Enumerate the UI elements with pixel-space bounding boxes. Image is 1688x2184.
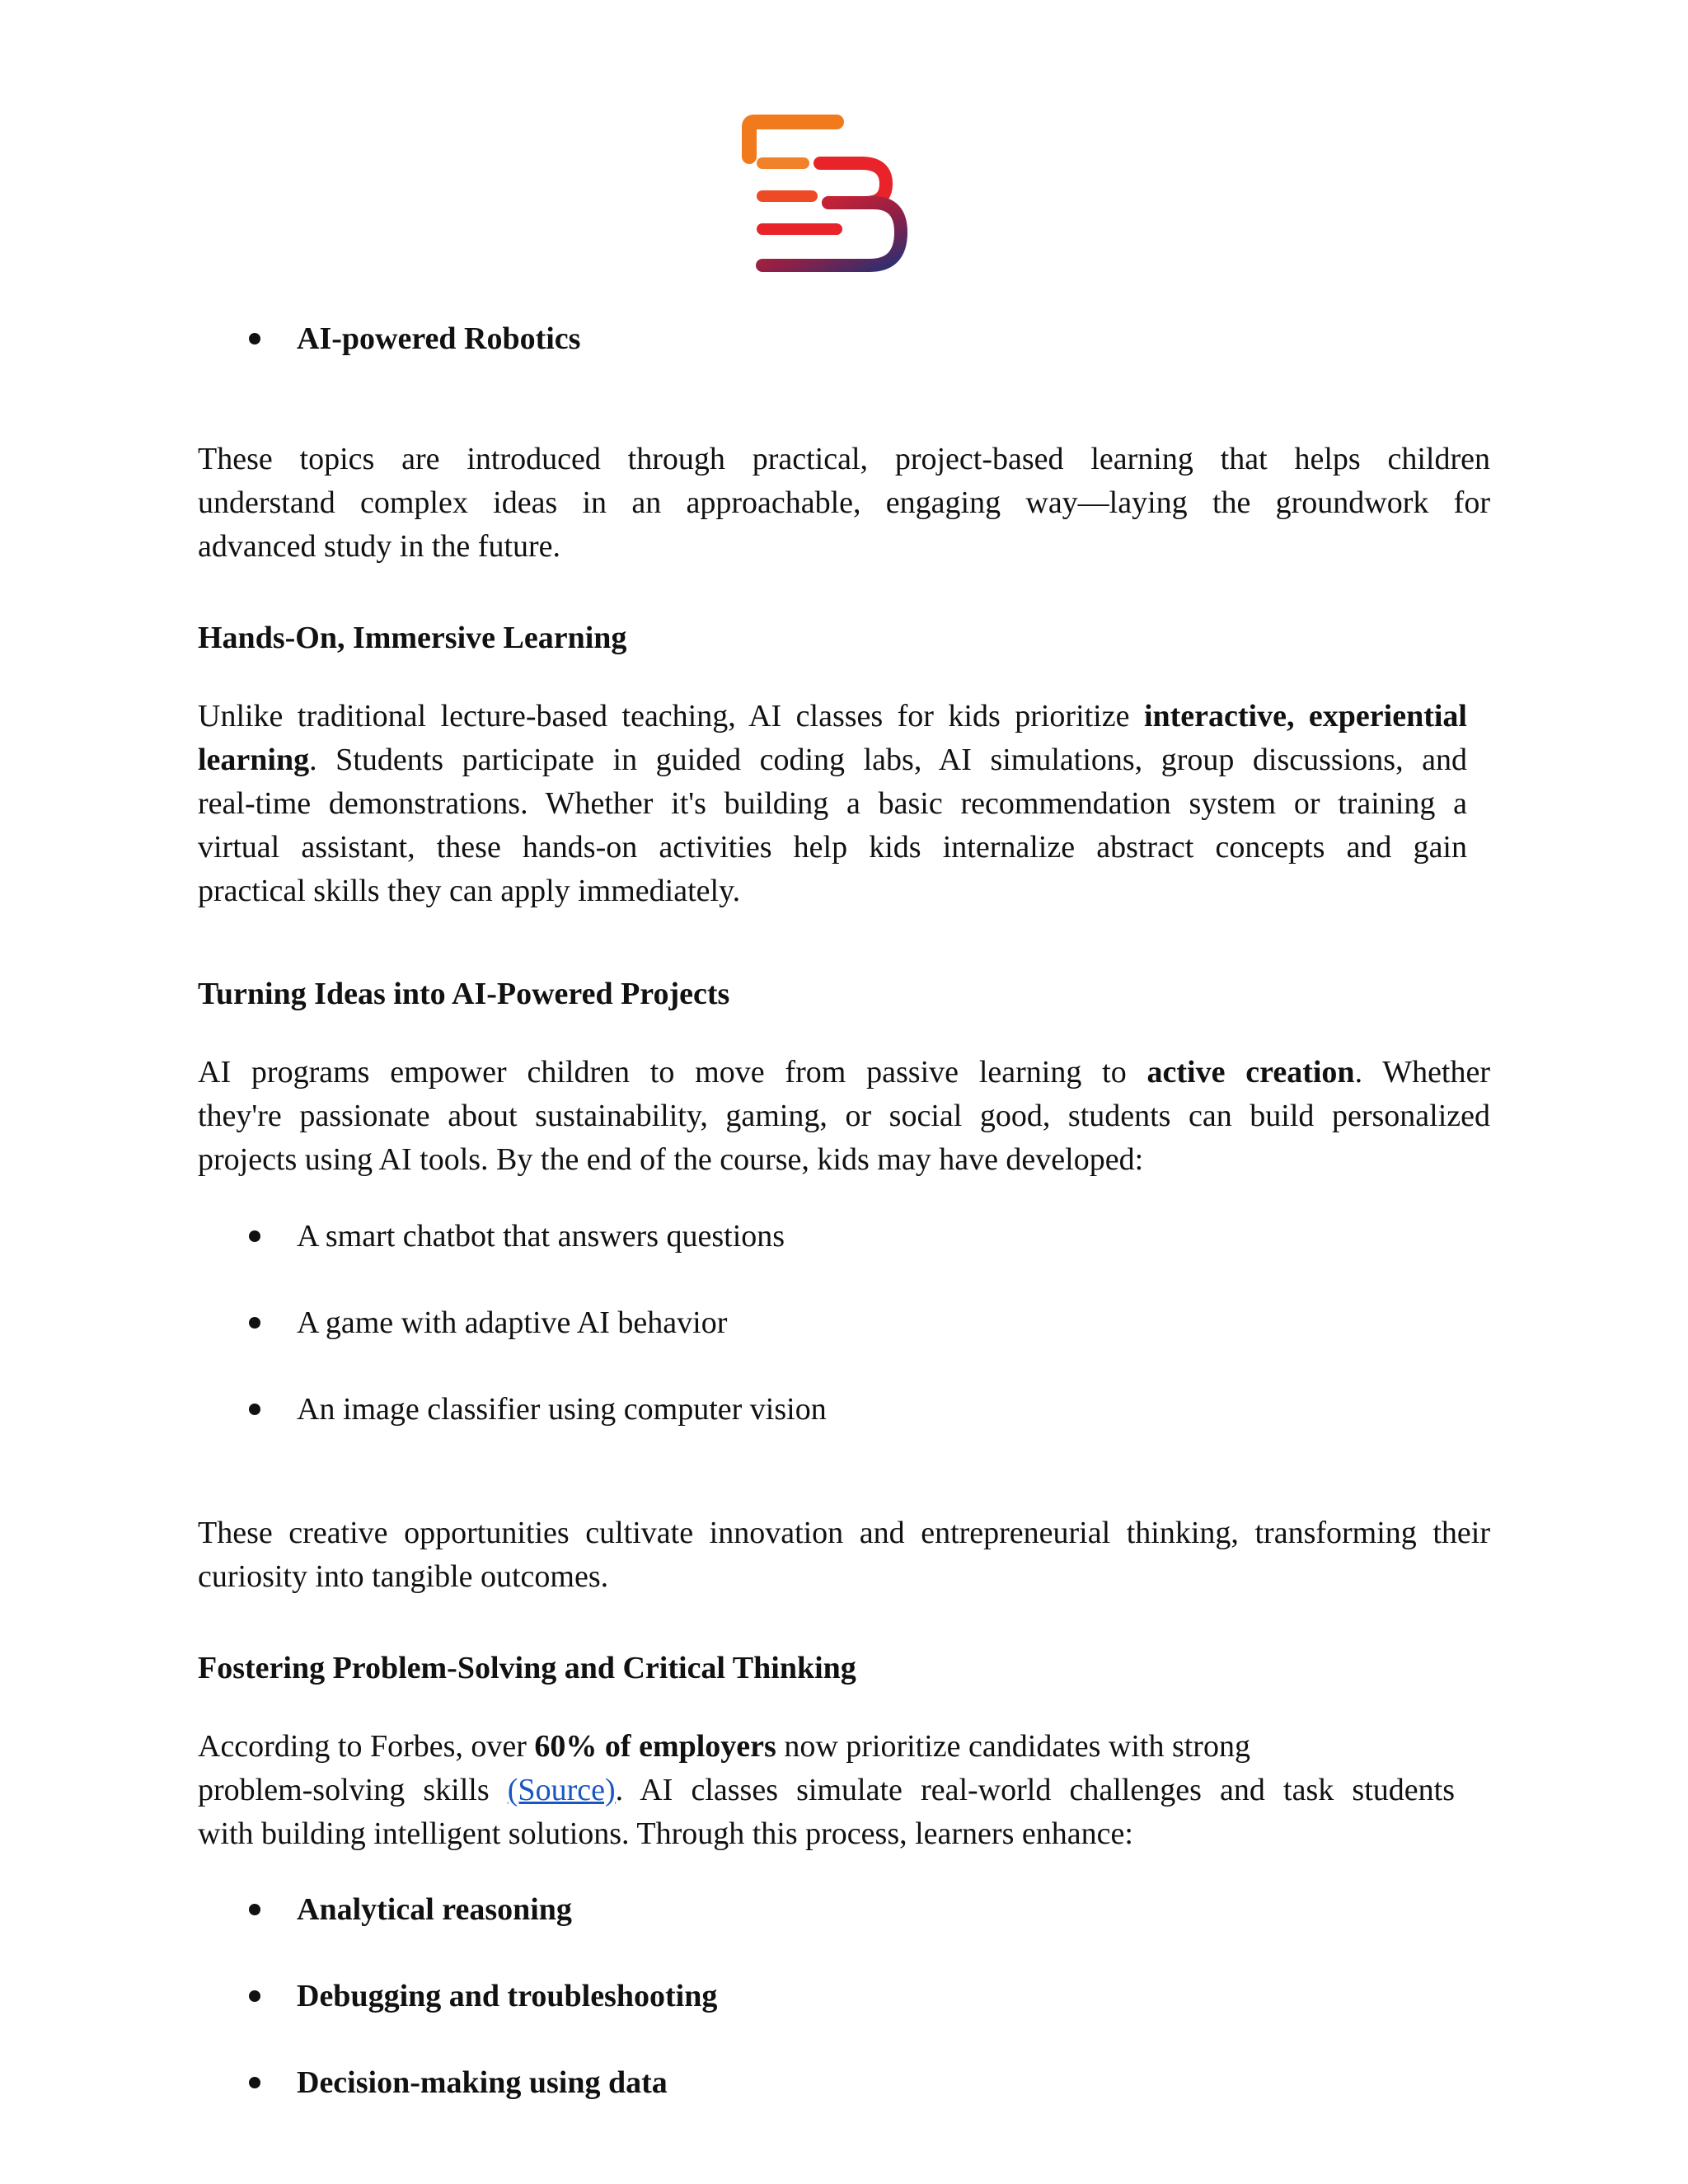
section2-outro-paragraph: These creative opportunities cultivate innovation and entrepreneurial thinking, transforming their curiosity into tangible outcomes. [198, 1516, 1490, 1594]
list-item: AI-powered Robotics [249, 317, 580, 361]
brand-logo [713, 97, 924, 295]
list-item: Debugging and troubleshooting [249, 1975, 717, 2018]
list-item: Analytical reasoning [249, 1888, 572, 1932]
bullet-icon [249, 1317, 260, 1329]
list-item: An image classifier using computer vision [249, 1388, 827, 1432]
list-item: A game with adaptive AI behavior [249, 1301, 727, 1345]
source-link[interactable]: (Source) [507, 1773, 616, 1807]
intro-paragraph: These topics are introduced through practical, project-based learning that helps children understand complex ideas in an approachable, engaging way—laying the groundwork for advanced study in the future. [198, 442, 1490, 564]
bullet-icon [249, 1990, 260, 2002]
list-item: A smart chatbot that answers questions [249, 1215, 785, 1258]
section2-paragraph: AI programs empower children to move from passive learning to active creation. Whether they're passionate about sustainability, gaming, or social good, students can build personalized projects using AI tools. By the end of the course, kids may have developed: [198, 1055, 1491, 1177]
bullet-icon [249, 333, 260, 344]
section-heading-projects: Turning Ideas into AI-Powered Projects [198, 977, 730, 1011]
section1-paragraph: Unlike traditional lecture-based teaching, AI classes for kids prioritize interactive, experiential learning. Students participate in guided coding labs, AI simulations, group discussions, and real-time demonstrations. Whether it's building a basic recommendation system or training a virtual assistant, these hands-on activities help kids internalize abstract concepts and gain practical skills they can apply immediately. [198, 699, 1467, 908]
section-heading-hands-on: Hands-On, Immersive Learning [198, 621, 627, 655]
fb-logo-icon [713, 97, 924, 295]
list-item: Decision-making using data [249, 2061, 668, 2105]
bullet-icon [249, 1904, 260, 1915]
bullet-icon [249, 1230, 260, 1242]
section-heading-problem-solving: Fostering Problem-Solving and Critical Thinking [198, 1651, 856, 1685]
section3-paragraph: According to Forbes, over 60% of employers now prioritize candidates with strong problem-solving skills (Source). AI classes simulate real-world challenges and task students with building intelligent solutions. Through this process, learners enhance: [198, 1729, 1455, 1851]
bullet-icon [249, 2077, 260, 2088]
bullet-icon [249, 1404, 260, 1415]
